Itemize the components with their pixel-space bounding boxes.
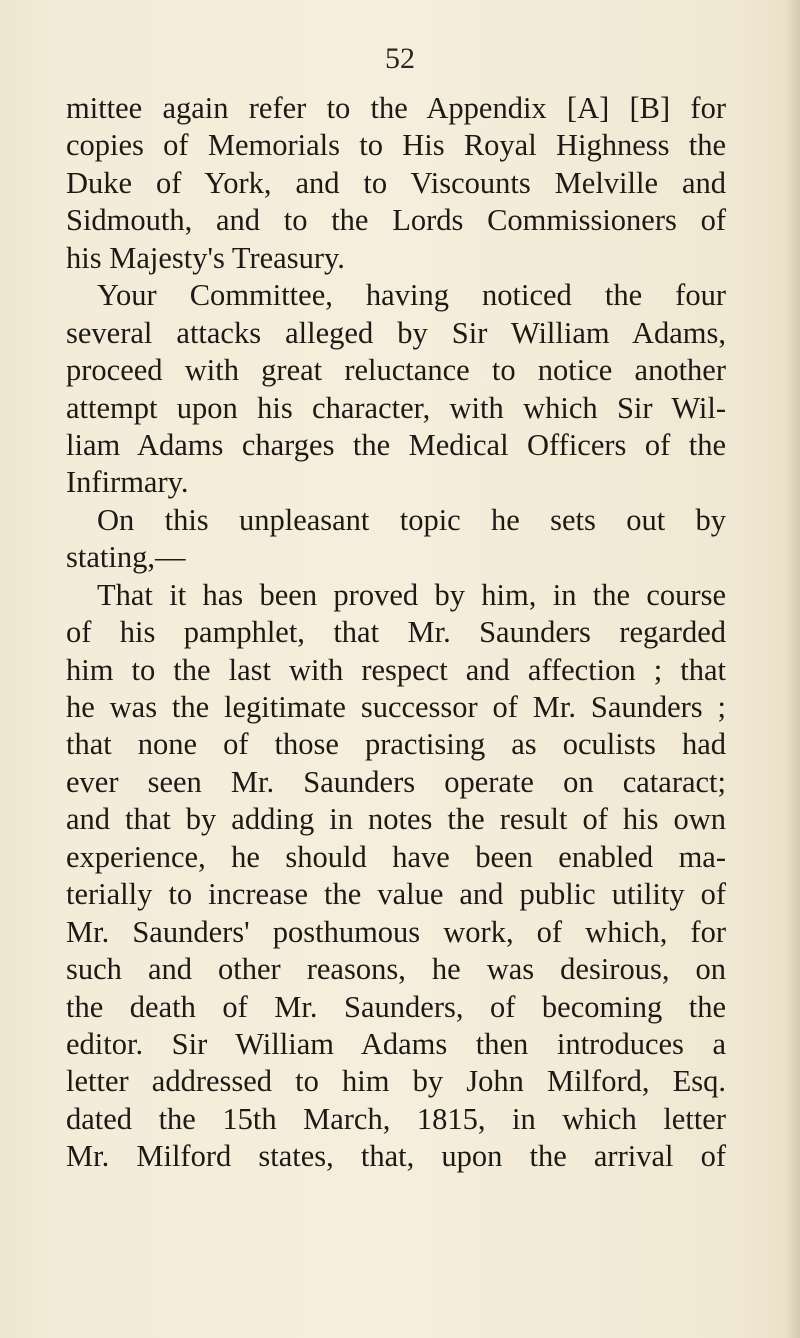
text-line: that none of those practising as oculists had bbox=[66, 727, 726, 762]
text-line: such and other reasons, he was desirous, on bbox=[66, 952, 726, 987]
page-edge-shadow bbox=[786, 0, 800, 1338]
paragraph-start-line: On this unpleasant topic he sets out by bbox=[97, 502, 726, 537]
text-line: of his pamphlet, that Mr. Saunders regarded bbox=[66, 615, 726, 650]
text-line: mittee again refer to the Appendix [A] [B] for bbox=[66, 91, 726, 125]
text-line: dated the 15th March, 1815, in which letter bbox=[66, 1101, 726, 1136]
text-line: letter addressed to him by John Milford, Esq. bbox=[66, 1064, 726, 1099]
text-line: Duke of York, and to Viscounts Melville and bbox=[66, 165, 726, 200]
text-line: Mr. Saunders' posthumous work, of which, for bbox=[66, 914, 726, 949]
paragraph-start-line: That it has been proved by him, in the course bbox=[97, 577, 726, 612]
text-line: he was the legitimate successor of Mr. Saunders ; bbox=[66, 690, 726, 724]
text-line: Mr. Milford states, that, upon the arrival of bbox=[66, 1139, 726, 1174]
text-line: several attacks alleged by Sir William Adams, bbox=[66, 315, 726, 350]
body-text bbox=[66, 90, 726, 1176]
text-line: him to the last with respect and affection ; that bbox=[66, 652, 726, 687]
text-line: editor. Sir William Adams then introduces a bbox=[66, 1026, 726, 1061]
text-line: terially to increase the value and public utility of bbox=[66, 877, 726, 912]
paragraph-start-line: Your Committee, having noticed the four bbox=[97, 278, 726, 313]
text-line: stating,— bbox=[66, 540, 186, 575]
text-line: copies of Memorials to His Royal Highness the bbox=[66, 128, 726, 163]
text-line: and that by adding in notes the result of his own bbox=[66, 802, 726, 837]
text-line: attempt upon his character, with which Sir Wil- bbox=[66, 390, 726, 425]
text-line: Infirmary. bbox=[66, 465, 189, 500]
text-line: ever seen Mr. Saunders operate on cataract; bbox=[66, 764, 726, 799]
text-line: proceed with great reluctance to notice another bbox=[66, 353, 726, 388]
text-line: Sidmouth, and to the Lords Commissioners of bbox=[66, 203, 726, 238]
text-line: liam Adams charges the Medical Officers of the bbox=[66, 427, 726, 462]
page-number: 52 bbox=[385, 42, 415, 75]
text-line: experience, he should have been enabled ma- bbox=[66, 839, 726, 874]
text-line: his Majesty's Treasury. bbox=[66, 240, 345, 275]
text-line: the death of Mr. Saunders, of becoming the bbox=[66, 989, 726, 1024]
